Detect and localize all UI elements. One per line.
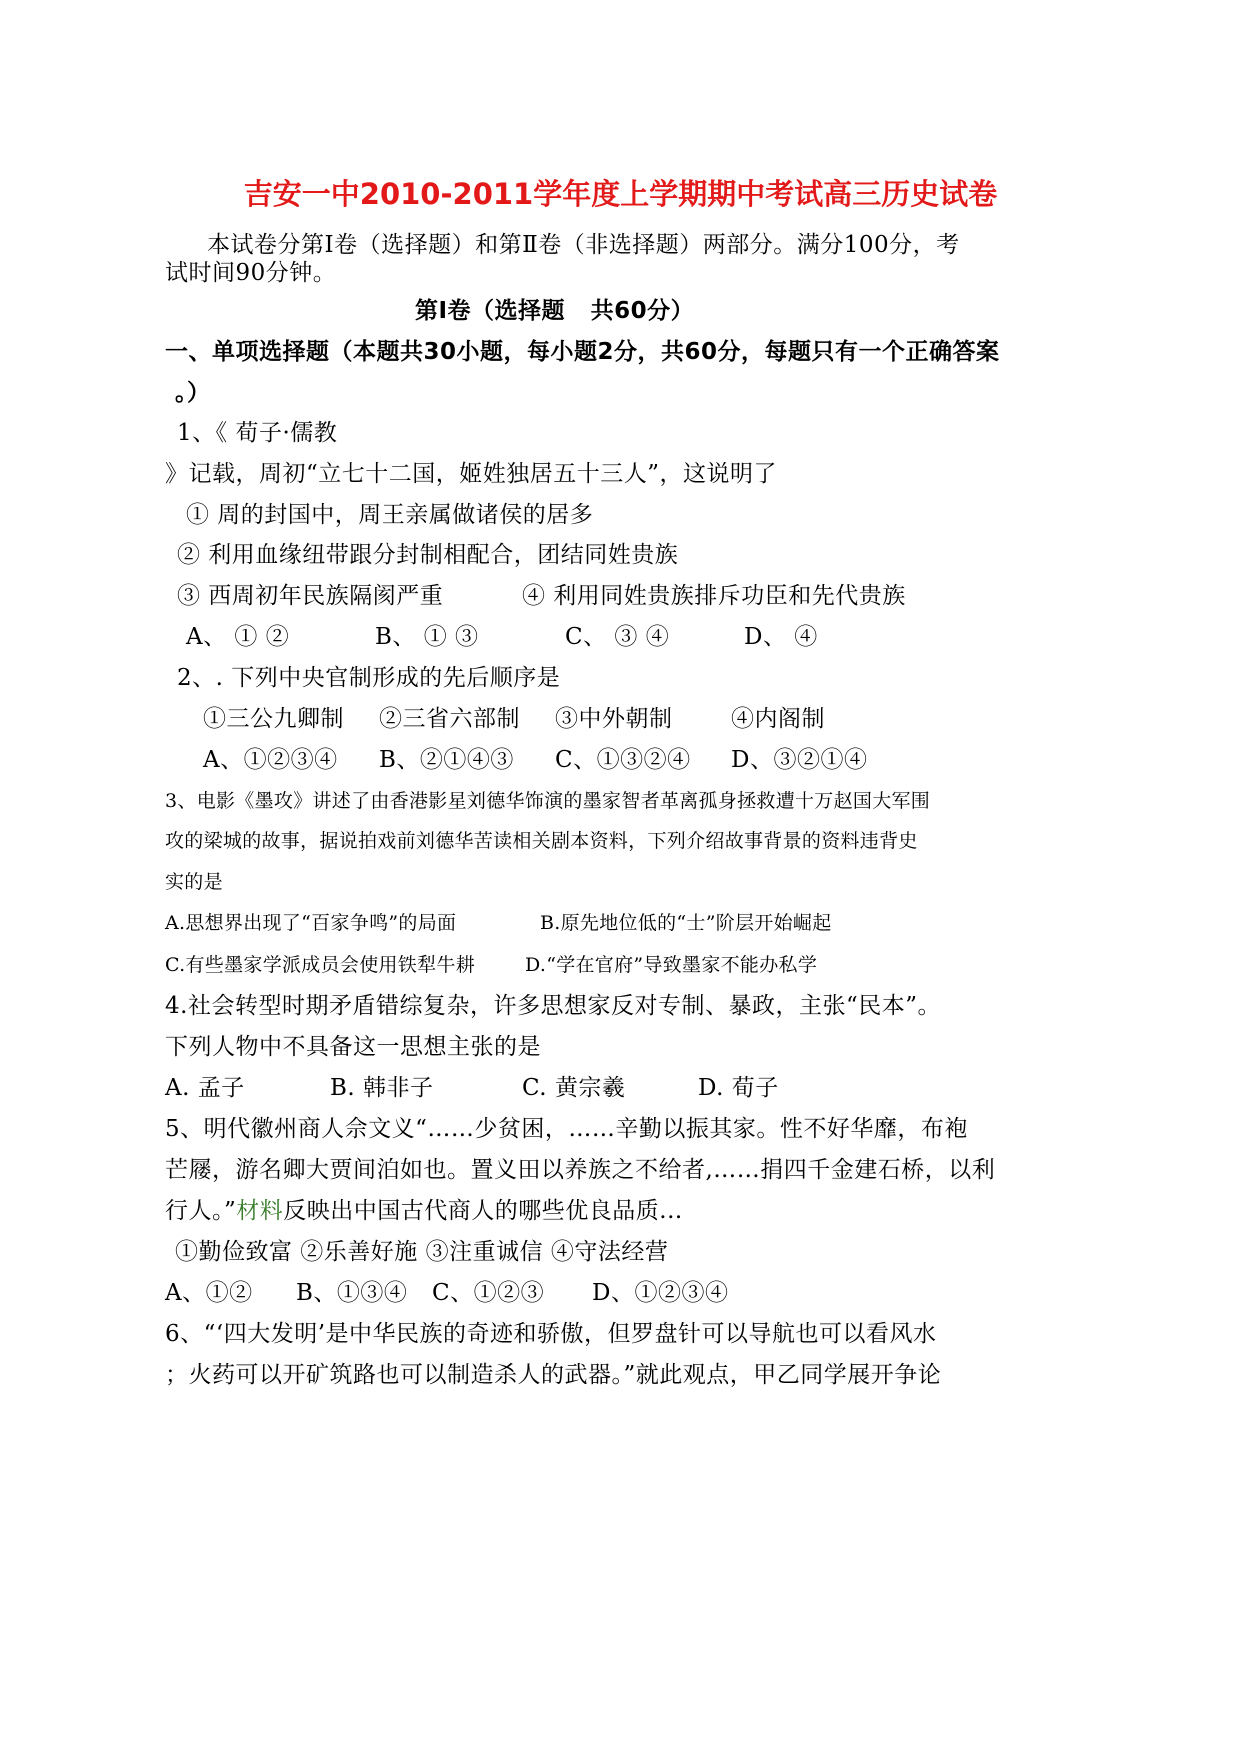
- q5-option-c: C、①②③: [432, 1280, 545, 1306]
- q6-stem-line-2: ；火药可以开矿筑路也可以制造杀人的武器。”就此观点，甲乙同学展开争论: [165, 1362, 942, 1388]
- intro-line-2: 试时间90分钟。: [165, 260, 337, 286]
- q5-option-b: B、①③④: [296, 1280, 408, 1306]
- q5-stem-line-3: [165, 1196, 683, 1226]
- q1-stem-line-1: 1、《 荀子·儒教: [177, 420, 338, 446]
- q2-option-d: D、③②①④: [731, 747, 868, 773]
- q1-option-a: A、 ① ②: [186, 624, 290, 650]
- q3-stem-line-3: 实的是: [165, 871, 223, 893]
- q2-item-3: ③中外朝制: [555, 706, 673, 732]
- part-heading-line-2: 。）: [175, 380, 211, 406]
- q1-statement-3: ③ 西周初年民族隔阂严重: [177, 583, 444, 609]
- q3-option-d: D.“学在官府”导致墨家不能办私学: [525, 954, 818, 976]
- q5-material-word: 材料: [236, 1198, 284, 1224]
- q1-option-d: D、 ④: [744, 624, 818, 650]
- q1-option-c: C、 ③ ④: [565, 624, 670, 650]
- q1-stem-line-2: 》记载，周初“立七十二国，姬姓独居五十三人”，这说明了: [165, 461, 778, 487]
- q2-option-c: C、①③②④: [555, 747, 691, 773]
- q5-option-a: A、①②: [165, 1280, 253, 1306]
- q5-option-d: D、①②③④: [592, 1280, 729, 1306]
- q5-items: ①勤俭致富 ②乐善好施 ③注重诚信 ④守法经营: [175, 1239, 669, 1265]
- q3-option-a: A.思想界出现了“百家争鸣”的局面: [165, 912, 457, 934]
- q5-stem-line-1: 5、明代徽州商人佘文义“……少贫困，……辛勤以振其家。性不好华靡，布袍: [165, 1116, 968, 1142]
- exam-title: 吉安一中2010-2011学年度上学期期中考试高三历史试卷: [243, 177, 998, 211]
- q4-option-d: D. 荀子: [698, 1075, 779, 1101]
- intro-line-1: 本试卷分第Ⅰ卷（选择题）和第Ⅱ卷（非选择题）两部分。满分100分，考: [207, 232, 960, 258]
- q2-option-a: A、①②③④: [203, 747, 338, 773]
- q4-option-a: A. 孟子: [165, 1075, 245, 1101]
- section-heading: 第Ⅰ卷（选择题 共60分）: [415, 298, 695, 324]
- q3-option-b: B.原先地位低的“士”阶层开始崛起: [540, 912, 832, 934]
- q4-option-b: B. 韩非子: [330, 1075, 434, 1101]
- q1-statement-1: ① 周的封国中，周王亲属做诸侯的居多: [186, 502, 594, 528]
- q4-option-c: C. 黄宗羲: [522, 1075, 626, 1101]
- q2-stem: 2、. 下列中央官制形成的先后顺序是: [177, 665, 561, 691]
- q2-item-1: ①三公九卿制: [203, 706, 344, 732]
- q5-stem-line-3-end: 反映出中国古代商人的哪些优良品质...: [283, 1198, 683, 1224]
- q2-item-2: ②三省六部制: [379, 706, 520, 732]
- q3-stem-line-2: 攻的梁城的故事，据说拍戏前刘德华苦读相关剧本资料，下列介绍故事背景的资料违背史: [165, 830, 918, 852]
- q1-statement-2: ② 利用血缘纽带跟分封制相配合，团结同姓贵族: [177, 542, 679, 568]
- q1-statement-4: ④ 利用同姓贵族排斥功臣和先代贵族: [522, 583, 906, 609]
- q2-item-4: ④内阁制: [731, 706, 825, 732]
- q6-stem-line-1: 6、“‘四大发明’是中华民族的奇迹和骄傲，但罗盘针可以导航也可以看风水: [165, 1321, 937, 1347]
- q2-option-b: B、②①④③: [379, 747, 514, 773]
- q5-stem-line-3-start: 行人。”: [165, 1198, 237, 1224]
- q3-option-c: C.有些墨家学派成员会使用铁犁牛耕: [165, 954, 476, 976]
- q4-stem-line-2: 下列人物中不具备这一思想主张的是: [165, 1034, 541, 1060]
- q3-stem-line-1: 3、电影《墨攻》讲述了由香港影星刘德华饰演的墨家智者革离孤身拯救遭十万赵国大军围: [165, 790, 931, 812]
- part-heading-line-1: 一、单项选择题（本题共30小题，每小题2分，共60分，每题只有一个正确答案: [165, 339, 1000, 365]
- q1-option-b: B、 ① ③: [375, 624, 479, 650]
- q4-stem-line-1: 4.社会转型时期矛盾错综复杂，许多思想家反对专制、暴政，主张“民本”。: [165, 993, 941, 1019]
- q5-stem-line-2: 芒屦，游名卿大贾间泊如也。置义田以养族之不给者,……捐四千金建石桥，以利: [165, 1157, 996, 1183]
